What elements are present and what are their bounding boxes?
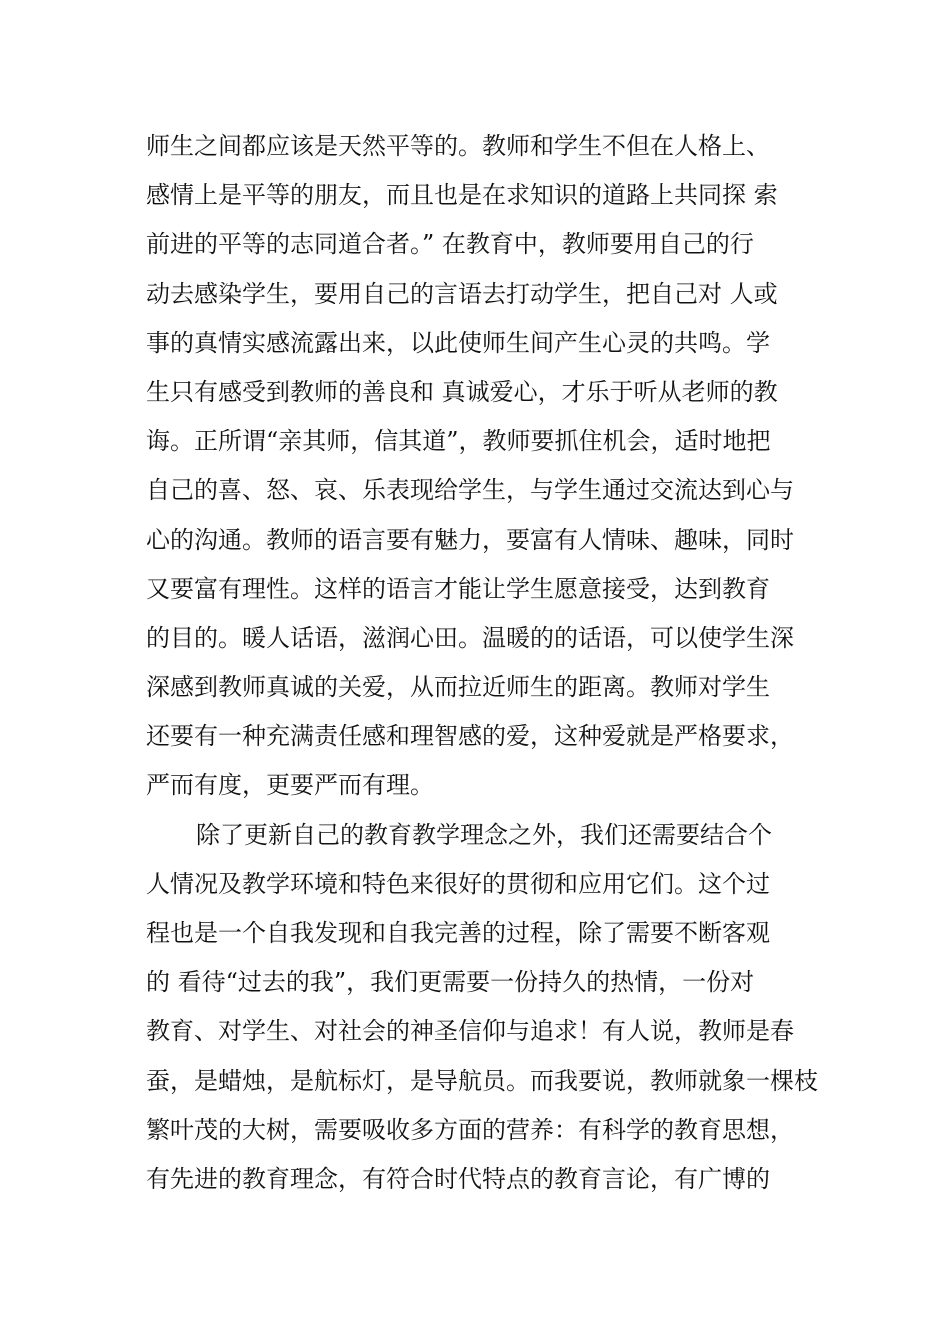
- text-line: 深感到教师真诚的关爱，从而拉近师生的距离。教师对学生: [146, 673, 770, 702]
- text-line: 程也是一个自我发现和自我完善的过程，除了需要不断客观: [146, 919, 770, 947]
- text-line: 繁叶茂的大树，需要吸收多方面的营养：有科学的教育思想，: [146, 1115, 794, 1144]
- text-line: 又要富有理性。这样的语言才能让学生愿意接受，达到教育: [146, 574, 770, 603]
- text-line: 严而有度，更要严而有理。: [146, 771, 434, 800]
- text-line: 还要有一种充满责任感和理智感的爱，这种爱就是严格要求，: [146, 722, 794, 751]
- text-line: 自己的喜、怒、哀、乐表现给学生，与学生通过交流达到心与: [146, 476, 794, 505]
- text-line: 生只有感受到教师的善良和 真诚爱心，才乐于听从老师的教: [146, 377, 778, 406]
- text-line: 教育、对学生、对社会的神圣信仰与追求！有人说，教师是春: [146, 1017, 794, 1046]
- text-line: 前进的平等的志同道合者。” 在教育中，教师要用自己的行: [146, 230, 754, 259]
- text-line: 的目的。暖人话语，滋润心田。温暖的的话语，可以使学生深: [146, 623, 794, 652]
- text-line: 蚕，是蜡烛，是航标灯，是导航员。而我要说，教师就象一棵枝: [146, 1066, 818, 1095]
- text-line: 诲。正所谓“亲其师，信其道”，教师要抓住机会，适时地把: [146, 427, 771, 456]
- text-line: 感情上是平等的朋友，而且也是在求知识的道路上共同探 索: [146, 181, 778, 210]
- body-text: [146, 122, 826, 1204]
- paragraph-start-line: 除了更新自己的教育教学理念之外，我们还需要结合个: [196, 820, 772, 849]
- text-line: 师生之间都应该是天然平等的。教师和学生不但在人格上、: [146, 132, 770, 160]
- text-line: 动去感染学生，要用自己的言语去打动学生，把自己对 人或: [146, 279, 778, 308]
- text-line: 事的真情实感流露出来，以此使师生间产生心灵的共鸣。学: [146, 328, 770, 357]
- text-line: 人情况及教学环境和特色来很好的贯彻和应用它们。这个过: [146, 869, 770, 898]
- text-line: 的 看待“过去的我”，我们更需要一份持久的热情，一份对: [146, 968, 755, 997]
- text-line: 有先进的教育理念，有符合时代特点的教育言论，有广博的: [146, 1164, 770, 1193]
- text-line: 心的沟通。教师的语言要有魅力，要富有人情味、趣味，同时: [146, 525, 794, 554]
